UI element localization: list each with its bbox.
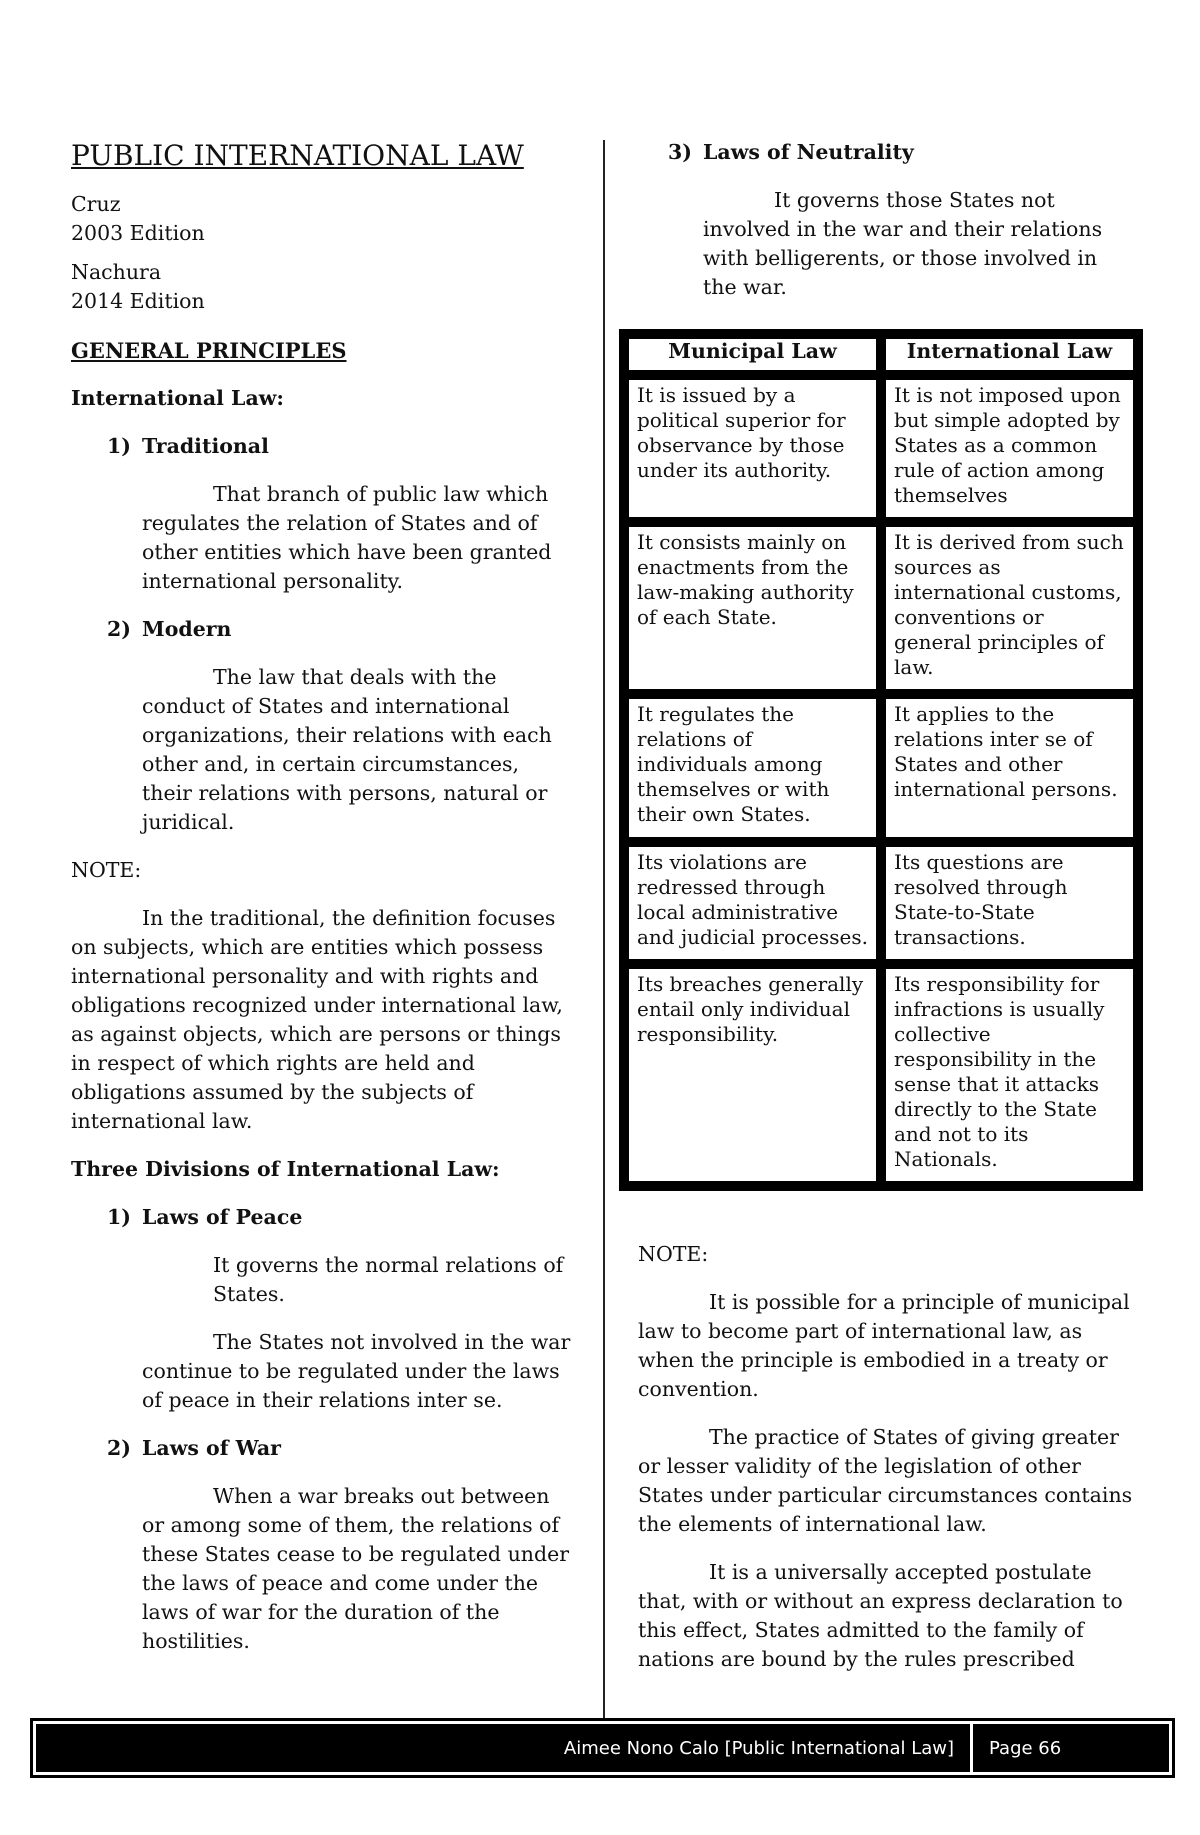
table-header-international: International Law bbox=[884, 337, 1135, 372]
paragraph: The law that deals with the conduct of States and international organizations, their relations with each other and, in certain circumstances, their relations with persons, natural or juridical. bbox=[142, 665, 552, 834]
paragraph: It governs the normal relations of States. bbox=[213, 1253, 564, 1306]
item-number: 2) bbox=[107, 1436, 131, 1460]
note-label: NOTE: bbox=[638, 1242, 709, 1266]
definition-item-modern bbox=[107, 615, 571, 644]
item-label: Laws of Neutrality bbox=[703, 140, 914, 164]
reference-author: Cruz bbox=[71, 192, 121, 216]
footer-page-number: Page 66 bbox=[989, 1737, 1062, 1759]
table-cell: Its questions are resolved through State-to-State transactions. bbox=[884, 845, 1135, 961]
item-number: 2) bbox=[107, 617, 131, 641]
table-cell: It applies to the relations inter se of States and other international persons. bbox=[884, 697, 1135, 838]
footer-bar bbox=[36, 1724, 1169, 1772]
item-number: 3) bbox=[668, 140, 692, 164]
division-item-war bbox=[107, 1434, 571, 1463]
table-cell: Its breaches generally entail only individual responsibility. bbox=[627, 967, 878, 1183]
definition-text bbox=[142, 480, 571, 596]
definition-heading: International Law: bbox=[71, 386, 284, 410]
paragraph: That branch of public law which regulates the relation of States and of other entities which have been granted international personality. bbox=[142, 482, 552, 593]
division-text bbox=[142, 1482, 571, 1656]
note-label: NOTE: bbox=[71, 858, 142, 882]
division-text bbox=[142, 1251, 571, 1415]
column-divider bbox=[603, 140, 605, 1718]
table-cell: Its violations are redressed through local administrative and judicial processes. bbox=[627, 845, 878, 961]
note-paragraph: In the traditional, the definition focuses on subjects, which are entities which possess international personality and with rights and obligations recognized under international law, as against objects, which are persons or things in respect of which rights are held and obligations assumed by the subjects of international law. bbox=[71, 906, 563, 1133]
table-cell: It is not imposed upon but simple adopted by States as a common rule of action among themselves bbox=[884, 378, 1135, 519]
paragraph: The States not involved in the war continue to be regulated under the laws of peace in their relations inter se. bbox=[142, 1330, 571, 1412]
item-label: Laws of War bbox=[142, 1436, 281, 1460]
item-number: 1) bbox=[107, 434, 131, 458]
division-item-neutrality bbox=[668, 138, 1140, 167]
note-paragraph: The practice of States of giving greater or lesser validity of the legislation of other States under particular circumstances contains the elements of international law. bbox=[638, 1425, 1133, 1536]
divisions-heading: Three Divisions of International Law: bbox=[71, 1157, 500, 1181]
table-cell: It consists mainly on enactments from the law-making authority of each State. bbox=[627, 525, 878, 691]
right-notes bbox=[638, 1240, 1138, 1674]
left-column bbox=[71, 138, 571, 1656]
reference-nachura bbox=[71, 258, 571, 316]
table-cell: It regulates the relations of individuals among themselves or with their own States. bbox=[627, 697, 878, 838]
reference-author: Nachura bbox=[71, 260, 162, 284]
section-title: GENERAL PRINCIPLES bbox=[71, 338, 347, 363]
paragraph: When a war breaks out between or among some of them, the relations of these States cease to be regulated under the laws of peace and come under the laws of war for the duration of the hostilities. bbox=[142, 1484, 570, 1653]
item-label: Laws of Peace bbox=[142, 1205, 303, 1229]
table-cell: It is issued by a political superior for observance by those under its authority. bbox=[627, 378, 878, 519]
comparison-table bbox=[619, 329, 1143, 1191]
note-paragraph: It is a universally accepted postulate that, with or without an express declaration to this effect, States admitted to the family of nations are bound by the rules prescribed bbox=[638, 1560, 1123, 1671]
right-column bbox=[620, 138, 1140, 302]
item-number: 1) bbox=[107, 1205, 131, 1229]
table-header-municipal: Municipal Law bbox=[627, 337, 878, 372]
page-title: PUBLIC INTERNATIONAL LAW bbox=[71, 139, 524, 172]
item-label: Modern bbox=[142, 617, 232, 641]
definition-item-traditional bbox=[107, 432, 571, 461]
page-footer bbox=[30, 1718, 1175, 1778]
reference-edition: 2003 Edition bbox=[71, 221, 205, 245]
item-label: Traditional bbox=[142, 434, 269, 458]
reference-cruz bbox=[71, 190, 571, 248]
table-cell: It is derived from such sources as international customs, conventions or general principles of law. bbox=[884, 525, 1135, 691]
table-cell: Its responsibility for infractions is usually collective responsibility in the sense that it attacks directly to the State and not to its Nationals. bbox=[884, 967, 1135, 1183]
footer-document-title: Aimee Nono Calo [Public International Law] bbox=[36, 1724, 973, 1772]
note-paragraph: It is possible for a principle of municipal law to become part of international law, as when the principle is embodied in a treaty or convention. bbox=[638, 1290, 1130, 1401]
paragraph: It governs those States not involved in the war and their relations with belligerents, or those involved in the war. bbox=[703, 188, 1103, 299]
definition-text bbox=[142, 663, 571, 837]
division-item-peace bbox=[107, 1203, 571, 1232]
reference-edition: 2014 Edition bbox=[71, 289, 205, 313]
